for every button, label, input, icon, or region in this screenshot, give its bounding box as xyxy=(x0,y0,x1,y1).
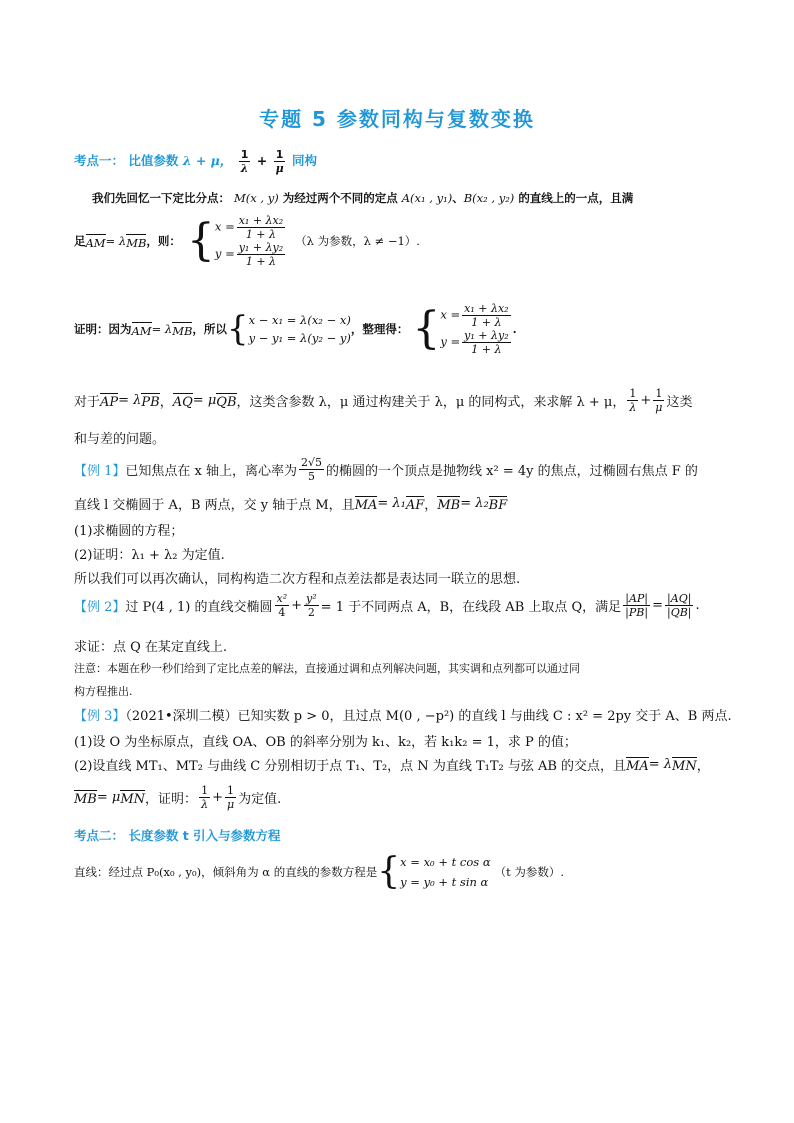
vector-PB: PB xyxy=(141,392,159,410)
denominator: μ xyxy=(226,798,235,811)
text: （2021•深圳二模）已知实数 p > 0，且过点 M(0 , −p²) 的直线 l 与曲线 C : x² = 2py 交于 A、B 两点. xyxy=(125,709,732,724)
numerator: y₁ + λy₂ xyxy=(464,329,509,342)
vector-MB: MB xyxy=(172,321,192,338)
intro-line-2 xyxy=(74,214,420,268)
denominator: λ xyxy=(240,162,249,175)
example-1-question-1: (1)求椭圆的方程； xyxy=(74,524,184,539)
vector-AP: AP xyxy=(100,392,118,410)
numerator: 1 xyxy=(275,148,284,161)
paragraph-line-1 xyxy=(74,387,692,414)
text: 证明：因为 xyxy=(74,322,132,336)
numerator: 1 xyxy=(201,784,209,797)
left-brace-icon: { xyxy=(186,215,215,266)
text: 的直线上的一点，且满 xyxy=(518,191,634,205)
equation-system xyxy=(440,302,512,356)
math-eq: = λ xyxy=(118,393,142,408)
text: = 1 于不同两点 A，B，在线段 AB 上取点 Q，满足 xyxy=(320,600,622,615)
math-B: B(x₂ , y₂) xyxy=(463,191,515,205)
text: 直线 l 交椭圆于 A，B 两点，交 y 轴于点 M，且 xyxy=(74,498,355,513)
system-row: y = y₀ + t sin α xyxy=(400,875,489,889)
text: ，整理得： xyxy=(350,322,409,336)
text: ， xyxy=(424,498,438,513)
text: ，这类含参数 λ，μ 通过构建关于 λ，μ 的同构式，来求解 λ + μ， xyxy=(236,395,626,410)
section-label: 考点一： 比值参数 xyxy=(74,153,179,168)
text: (2)设直线 MT₁、MT₂ 与曲线 C 分别相切于点 T₁、T₂，点 N 为直线 T₁T₂ 与弦 AB 的交点，且 xyxy=(74,759,627,774)
math-A: A(x₁ , y₁) xyxy=(401,191,453,205)
math-eq: = λ₂ xyxy=(460,496,489,511)
fraction xyxy=(239,148,251,175)
denominator: μ xyxy=(655,401,663,414)
paragraph-line-2: 和与差的问题。 xyxy=(74,432,166,447)
math-eq: = λ xyxy=(105,234,127,248)
system-row xyxy=(440,329,512,356)
system-row xyxy=(215,214,287,241)
example-1-line-2 xyxy=(74,494,507,513)
parametric-line xyxy=(74,850,564,894)
numerator: y² xyxy=(306,592,317,605)
example-1-question-2: (2)证明：λ₁ + λ₂ 为定值. xyxy=(74,548,225,563)
vector-MN: MN xyxy=(672,756,697,774)
example-3-question-2-cont xyxy=(74,784,281,811)
fraction xyxy=(274,148,286,175)
example-2-line-1 xyxy=(74,592,700,619)
text: 的椭圆的一个顶点是抛物线 x² = 4y 的焦点，过椭圆右焦点 F 的 xyxy=(326,464,698,479)
example-label: 【例 2】 xyxy=(74,600,126,615)
numerator: 1 xyxy=(655,387,663,400)
text: 、 xyxy=(452,191,464,205)
left-brace-icon: { xyxy=(377,851,401,892)
denominator: 1 + λ xyxy=(471,343,502,356)
example-label: 【例 1】 xyxy=(74,464,126,479)
math-eq: = μ xyxy=(192,393,217,408)
section-heading-2: 考点二： 长度参数 t 引入与参数方程 xyxy=(74,828,281,843)
equals-sign: = xyxy=(652,598,663,613)
fraction xyxy=(653,387,664,414)
vector-BF: BF xyxy=(489,495,508,513)
system-row: y − y₁ = λ(y₂ − y) xyxy=(248,331,351,345)
numerator: |AQ| xyxy=(667,592,692,605)
denominator: |PB| xyxy=(625,606,649,619)
text: 这类 xyxy=(666,395,693,410)
text: 为经过两个不同的定点 xyxy=(282,191,398,205)
fraction xyxy=(199,784,210,811)
fraction xyxy=(627,387,638,414)
text: 过 P(4 , 1) 的直线交椭圆 xyxy=(125,600,273,615)
fraction xyxy=(304,592,319,619)
denominator: |QB| xyxy=(666,606,692,619)
vector-AM: AM xyxy=(86,233,106,250)
example-1-line-1 xyxy=(74,456,698,483)
equation-system xyxy=(400,852,490,892)
plus-sign: + xyxy=(256,153,268,168)
plus-sign: + xyxy=(212,790,223,805)
numerator: 2√5 xyxy=(301,456,323,469)
text: . xyxy=(512,322,517,336)
numerator: x₁ + λx₂ xyxy=(238,214,284,227)
summary-text: 所以我们可以再次确认，同构构造二次方程和点差法都是表达同一联立的思想. xyxy=(74,572,521,587)
example-label: 【例 3】 xyxy=(74,709,126,724)
denominator: λ xyxy=(629,401,637,414)
vector-MB: MB xyxy=(126,233,146,250)
vector-QB: QB xyxy=(216,392,236,410)
text: 直线：经过点 P₀(x₀ , y₀)，倾斜角为 α 的直线的参数方程是 xyxy=(74,865,378,879)
text: ，证明： xyxy=(145,792,198,807)
text: 为定值. xyxy=(238,792,282,807)
lhs: x = xyxy=(440,307,461,322)
vector-AQ: AQ xyxy=(173,392,193,410)
example-3-question-2 xyxy=(74,755,710,774)
text: 对于 xyxy=(74,395,101,410)
equation-system xyxy=(215,214,287,268)
math-eq: = μ xyxy=(96,790,121,805)
system-row: x = x₀ + t cos α xyxy=(400,855,491,869)
numerator: |AP| xyxy=(625,592,648,605)
lhs: y = xyxy=(214,246,235,261)
fraction xyxy=(275,592,290,619)
text: ， xyxy=(696,759,710,774)
text: . xyxy=(695,598,700,613)
fraction xyxy=(299,456,324,483)
math-M: M(x , y) xyxy=(234,191,279,205)
denominator: μ xyxy=(275,162,284,175)
vector-MB: MB xyxy=(437,495,460,513)
example-2-question: 求证：点 Q 在某定直线上. xyxy=(74,640,228,655)
plus-sign: + xyxy=(291,598,303,613)
denominator: 1 + λ xyxy=(245,228,276,241)
lhs: y = xyxy=(440,334,461,349)
denominator: 5 xyxy=(308,470,316,483)
numerator: x₁ + λx₂ xyxy=(464,302,509,315)
section-heading-1 xyxy=(74,148,317,175)
text: ，所以 xyxy=(192,322,227,336)
fraction xyxy=(665,592,694,619)
section-math: λ + μ， xyxy=(182,153,233,168)
proof-line xyxy=(74,302,517,356)
vector-MB: MB xyxy=(74,789,97,807)
text: （λ 为参数，λ ≠ −1）. xyxy=(295,234,420,248)
intro-line-1 xyxy=(92,190,633,206)
text: （t 为参数）. xyxy=(494,865,565,879)
denominator: λ xyxy=(201,798,209,811)
math-eq: = λ xyxy=(151,322,173,336)
lhs: x = xyxy=(214,219,235,234)
fraction xyxy=(623,592,650,619)
numerator: 1 xyxy=(240,148,249,161)
vector-MN: MN xyxy=(120,789,145,807)
numerator: y₁ + λy₂ xyxy=(238,241,284,254)
equation-system xyxy=(249,311,351,347)
text: 我们先回忆一下定比分点： xyxy=(92,191,230,205)
vector-MA: MA xyxy=(626,756,649,774)
system-row: x − x₁ = λ(x₂ − x) xyxy=(248,313,351,327)
math-eq: = λ₁ xyxy=(377,496,406,511)
section-tail: 同构 xyxy=(292,153,318,168)
vector-AF: AF xyxy=(406,495,424,513)
numerator: 1 xyxy=(629,387,637,400)
denominator: 1 + λ xyxy=(471,316,502,329)
page-title: 专题 5 参数同构与复数变换 xyxy=(259,107,535,131)
system-row xyxy=(440,302,512,329)
math-eq: = λ xyxy=(648,757,673,772)
note-line-2: 构方程推出. xyxy=(74,685,133,698)
denominator: 1 + λ xyxy=(245,255,277,268)
example-3-question-1: (1)设 O 为坐标原点，直线 OA、OB 的斜率分别为 k₁、k₂，若 k₁k₂ = 1，求 P 的值； xyxy=(74,735,577,750)
left-brace-icon: { xyxy=(226,309,249,349)
left-brace-icon: { xyxy=(412,303,441,354)
denominator: 4 xyxy=(278,606,286,619)
denominator: 2 xyxy=(307,606,315,619)
text: 足 xyxy=(74,234,86,248)
example-3-line-1 xyxy=(74,705,732,724)
system-row xyxy=(215,241,287,268)
numerator: 1 xyxy=(227,784,235,797)
note-line-1: 注意：本题在秒一秒们给到了定比点差的解法，直接通过调和点列解决问题，其实调和点列都可以通过同 xyxy=(74,662,580,675)
numerator: x² xyxy=(276,592,288,605)
vector-AM: AM xyxy=(132,321,152,338)
text: ，则： xyxy=(146,234,181,248)
fraction xyxy=(225,784,236,811)
text: ， xyxy=(159,395,173,410)
plus-sign: + xyxy=(640,393,652,408)
text: 已知焦点在 x 轴上，离心率为 xyxy=(125,464,298,479)
vector-MA: MA xyxy=(355,495,378,513)
